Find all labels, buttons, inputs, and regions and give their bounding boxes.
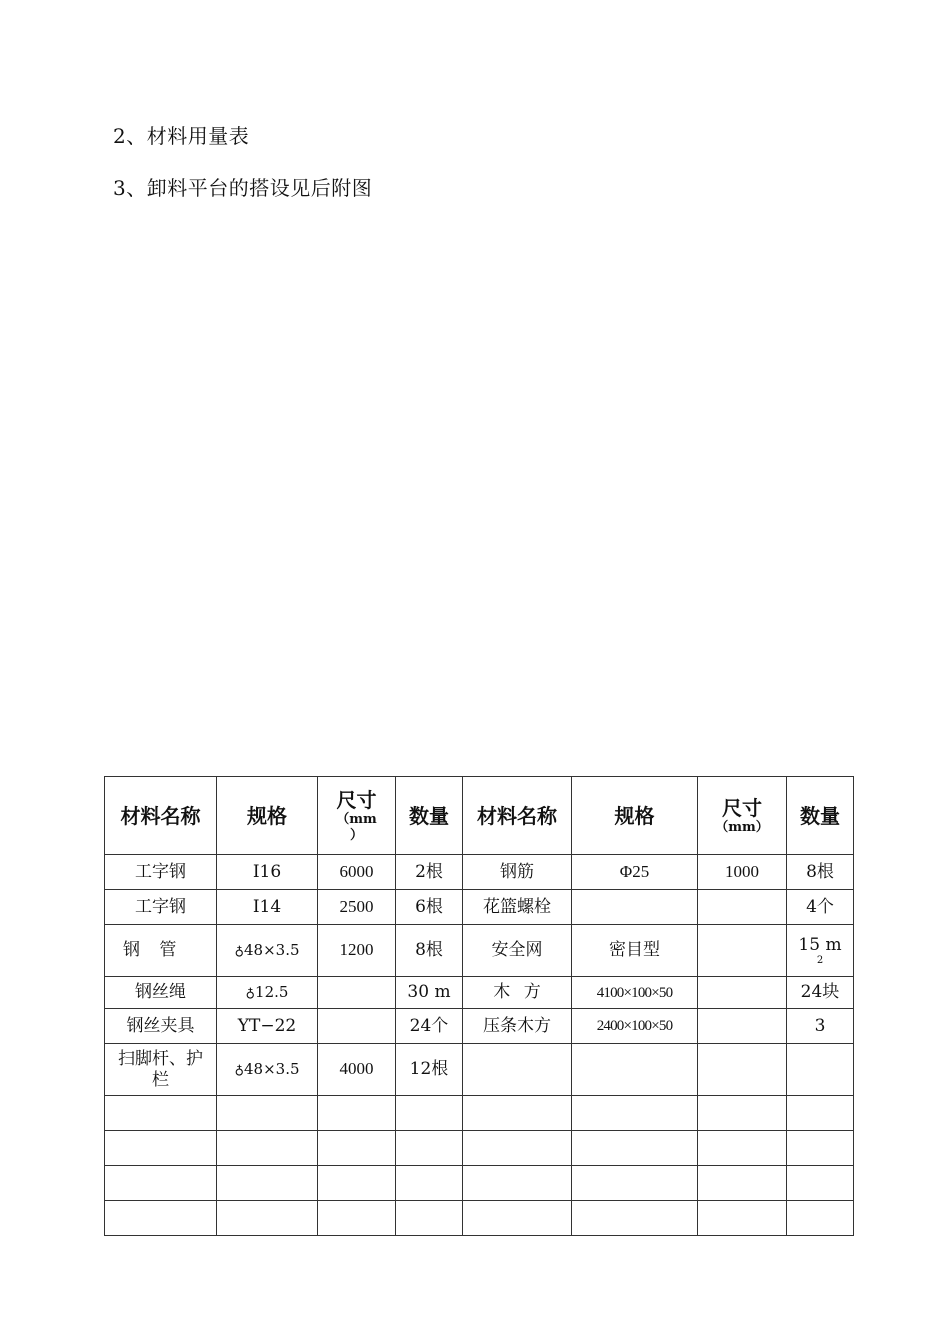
table-row xyxy=(105,855,854,890)
empty-cell xyxy=(318,1096,396,1131)
table-row xyxy=(105,1009,854,1044)
empty-cell xyxy=(572,1096,698,1131)
cell-size xyxy=(318,977,396,1009)
cell-name-2: 钢筋 xyxy=(463,855,572,890)
cell-qty: 2根 xyxy=(396,855,463,890)
empty-cell xyxy=(396,1201,463,1236)
cell-name-2: 压条木方 xyxy=(463,1009,572,1044)
cell-size-2 xyxy=(698,977,787,1009)
cell-spec xyxy=(217,925,318,977)
empty-cell xyxy=(318,1201,396,1236)
header-spec: 规格 xyxy=(217,777,318,855)
cell-qty: 6根 xyxy=(396,890,463,925)
table-row-empty xyxy=(105,1131,854,1166)
cell-spec-text: 48×3.5 xyxy=(244,1060,300,1079)
cell-size-2 xyxy=(698,925,787,977)
cell-spec-text: 12.5 xyxy=(255,983,289,1002)
cell-spec-2 xyxy=(572,890,698,925)
empty-cell xyxy=(787,1131,854,1166)
empty-cell xyxy=(787,1201,854,1236)
empty-cell xyxy=(698,1166,787,1201)
cell-qty: 24个 xyxy=(396,1009,463,1044)
cell-qty-2: 3 xyxy=(787,1009,854,1044)
empty-cell xyxy=(217,1201,318,1236)
cell-size: 1200 xyxy=(318,925,396,977)
empty-cell xyxy=(463,1096,572,1131)
cell-size-2 xyxy=(698,890,787,925)
cell-name: 工字钢 xyxy=(105,855,217,890)
empty-cell xyxy=(396,1166,463,1201)
section-heading-platform-setup: 3、卸料平台的搭设见后附图 xyxy=(113,176,373,200)
cell-size-2 xyxy=(698,1009,787,1044)
cell-size xyxy=(318,1009,396,1044)
cell-spec xyxy=(217,1044,318,1096)
cell-size-2: 1000 xyxy=(698,855,787,890)
cell-qty: 12根 xyxy=(396,1044,463,1096)
empty-cell xyxy=(105,1166,217,1201)
empty-cell xyxy=(217,1096,318,1131)
empty-cell xyxy=(463,1131,572,1166)
header-size-unit-b: ） xyxy=(349,827,363,843)
table-row xyxy=(105,890,854,925)
cell-spec: YT−22 xyxy=(217,1009,318,1044)
table-header-row xyxy=(105,777,854,855)
header-size-main: 尺寸 xyxy=(336,787,377,812)
table-row xyxy=(105,925,854,977)
header-material-name-2: 材料名称 xyxy=(463,777,572,855)
steel-pipe-symbol-icon: ♁ xyxy=(234,1063,244,1079)
header-spec-2: 规格 xyxy=(572,777,698,855)
empty-cell xyxy=(572,1131,698,1166)
header-size-2 xyxy=(698,777,787,855)
cell-qty: 30 m xyxy=(396,977,463,1009)
steel-pipe-symbol-icon: ♁ xyxy=(245,986,256,1002)
empty-cell xyxy=(105,1096,217,1131)
cell-spec-2: 密目型 xyxy=(572,925,698,977)
cell-name-2: 花篮螺栓 xyxy=(463,890,572,925)
cell-qty-2: 8根 xyxy=(787,855,854,890)
empty-cell xyxy=(318,1166,396,1201)
header-size-2-unit: （mm） xyxy=(715,819,769,835)
cell-name: 钢丝绳 xyxy=(105,977,217,1009)
cell-size: 6000 xyxy=(318,855,396,890)
empty-cell xyxy=(787,1096,854,1131)
cell-spec-2: Φ25 xyxy=(572,855,698,890)
cell-size: 2500 xyxy=(318,890,396,925)
section-heading-material-table: 2、材料用量表 xyxy=(113,124,250,148)
cell-size: 4000 xyxy=(318,1044,396,1096)
empty-cell xyxy=(105,1131,217,1166)
empty-cell xyxy=(787,1166,854,1201)
cell-spec-2: 2400×100×50 xyxy=(572,1009,698,1044)
material-table xyxy=(104,776,854,1236)
empty-cell xyxy=(698,1201,787,1236)
empty-cell xyxy=(572,1201,698,1236)
cell-qty-2-value: 15 m xyxy=(798,935,842,956)
empty-cell xyxy=(217,1166,318,1201)
cell-name: 钢丝夹具 xyxy=(105,1009,217,1044)
cell-spec-text: 48×3.5 xyxy=(244,941,300,960)
empty-cell xyxy=(396,1131,463,1166)
cell-size-2 xyxy=(698,1044,787,1096)
header-quantity: 数量 xyxy=(396,777,463,855)
empty-cell xyxy=(463,1166,572,1201)
table-row xyxy=(105,1044,854,1096)
table-row-empty xyxy=(105,1201,854,1236)
cell-name-2: 安全网 xyxy=(463,925,572,977)
cell-spec: Ⅰ16 xyxy=(217,855,318,890)
cell-name-2: 木 方 xyxy=(463,977,572,1009)
table-row-empty xyxy=(105,1166,854,1201)
cell-name: 扫脚杆、护栏 xyxy=(105,1044,217,1096)
cell-qty-2 xyxy=(787,1044,854,1096)
table-row xyxy=(105,977,854,1009)
header-material-name: 材料名称 xyxy=(105,777,217,855)
cell-spec xyxy=(217,977,318,1009)
empty-cell xyxy=(698,1131,787,1166)
empty-cell xyxy=(105,1201,217,1236)
table-row-empty xyxy=(105,1096,854,1131)
cell-name-2 xyxy=(463,1044,572,1096)
cell-qty-2 xyxy=(787,925,854,977)
cell-spec: Ⅰ14 xyxy=(217,890,318,925)
empty-cell xyxy=(698,1096,787,1131)
cell-qty-2: 24块 xyxy=(787,977,854,1009)
empty-cell xyxy=(463,1201,572,1236)
empty-cell xyxy=(217,1131,318,1166)
header-quantity-2: 数量 xyxy=(787,777,854,855)
empty-cell xyxy=(572,1166,698,1201)
cell-qty-2-superscript: 2 xyxy=(816,954,824,966)
cell-spec-2: 4100×100×50 xyxy=(572,977,698,1009)
header-size xyxy=(318,777,396,855)
header-size-2-main: 尺寸 xyxy=(722,795,762,820)
empty-cell xyxy=(318,1131,396,1166)
cell-name: 钢 管 xyxy=(105,925,217,977)
cell-name: 工字钢 xyxy=(105,890,217,925)
header-size-unit-a: （mm xyxy=(336,811,377,827)
cell-qty-2: 4个 xyxy=(787,890,854,925)
cell-qty: 8根 xyxy=(396,925,463,977)
empty-cell xyxy=(396,1096,463,1131)
steel-pipe-symbol-icon: ♁ xyxy=(234,944,244,960)
cell-spec-2 xyxy=(572,1044,698,1096)
